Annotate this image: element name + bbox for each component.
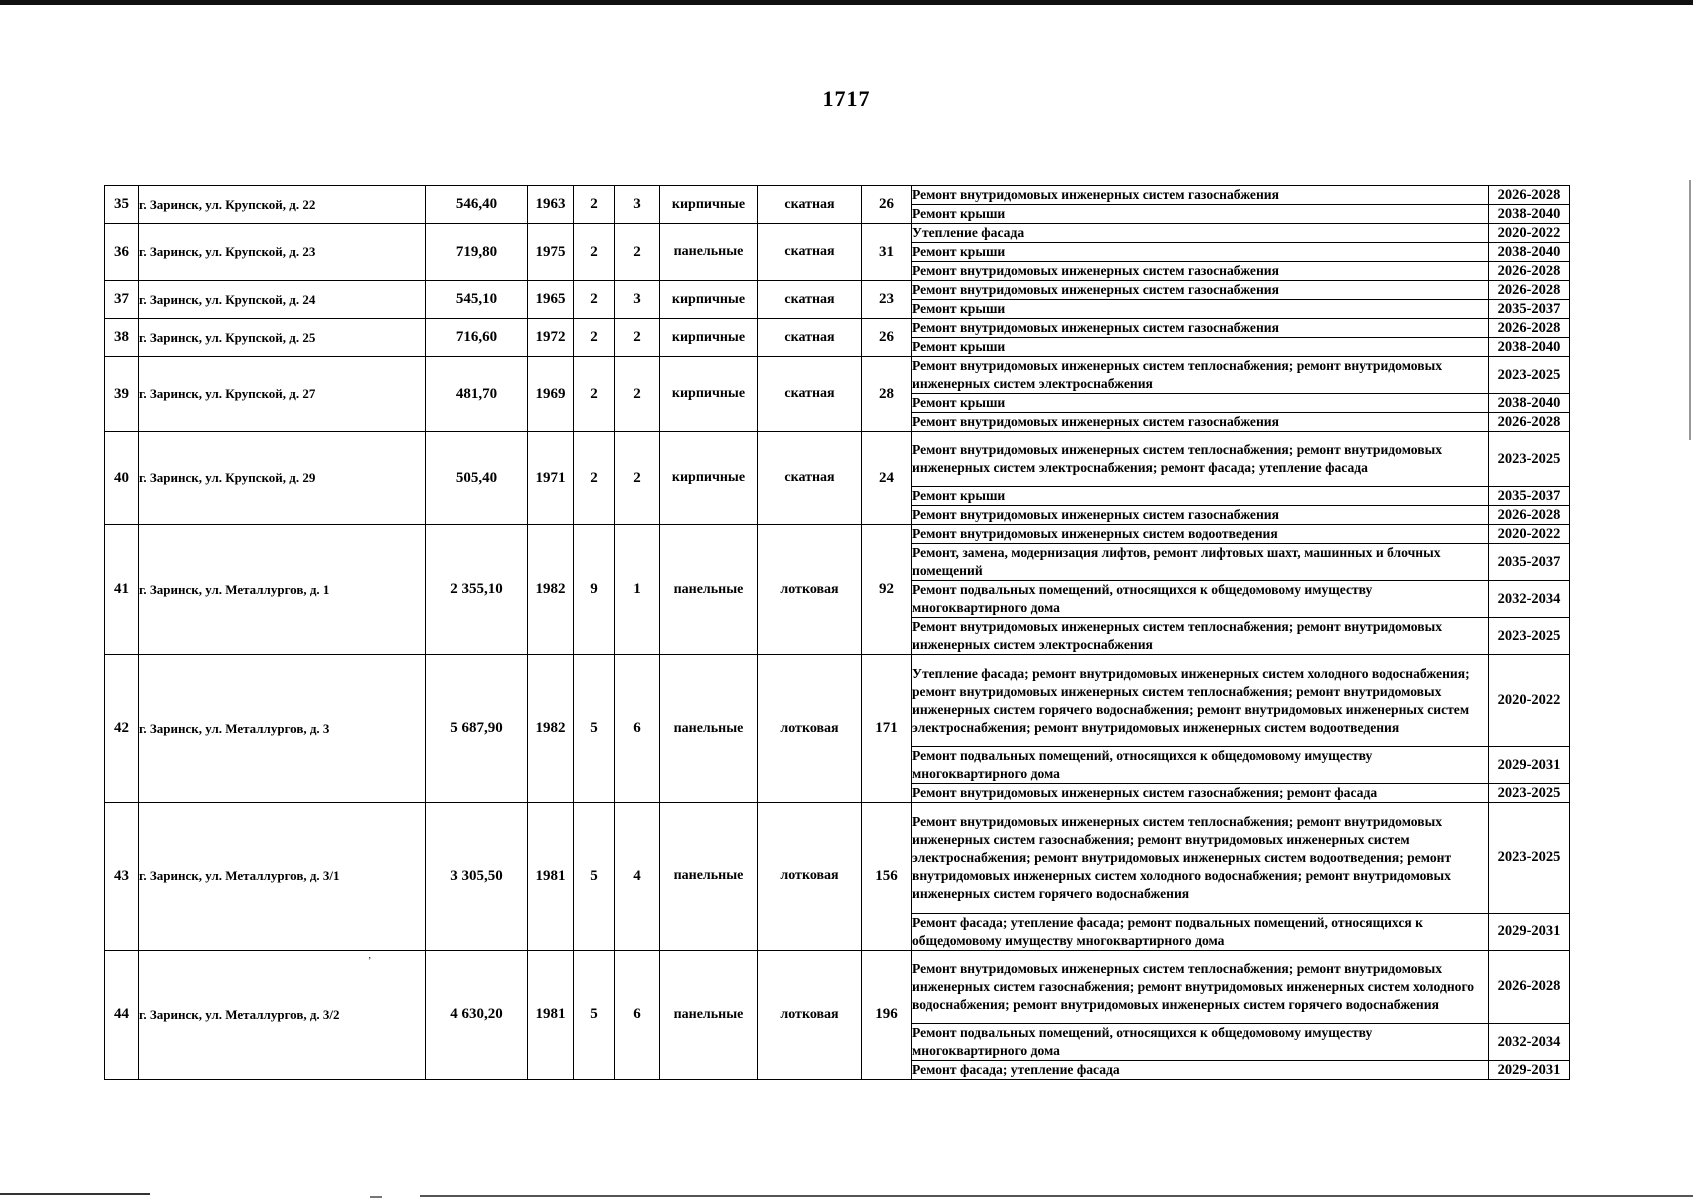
house-address: г. Заринск, ул. Крупской, д. 25 <box>139 319 426 357</box>
table-row <box>105 224 1570 243</box>
work-period: 2026-2028 <box>1489 413 1570 432</box>
entrance-count: 1 <box>615 525 660 655</box>
build-year: 1981 <box>528 950 574 1080</box>
work-description: Ремонт крыши <box>912 300 1489 319</box>
entrance-count: 2 <box>615 319 660 357</box>
total-area: 2 355,10 <box>426 525 528 655</box>
work-description: Ремонт подвальных помещений, относящихся к общедомовому имуществу многоквартирного дома <box>912 1024 1489 1061</box>
wall-material: кирпичные <box>660 186 758 224</box>
work-period: 2026-2028 <box>1489 950 1570 1024</box>
roof-type: скатная <box>758 281 862 319</box>
build-year: 1972 <box>528 319 574 357</box>
table-row <box>105 281 1570 300</box>
row-number: 39 <box>105 357 139 432</box>
floor-count: 2 <box>574 319 615 357</box>
house-address: г. Заринск, ул. Крупской, д. 24 <box>139 281 426 319</box>
work-period: 2035-2037 <box>1489 300 1570 319</box>
work-period: 2020-2022 <box>1489 655 1570 747</box>
work-period: 2026-2028 <box>1489 262 1570 281</box>
house-address: г. Заринск, ул. Крупской, д. 27 <box>139 357 426 432</box>
work-description: Ремонт внутридомовых инженерных систем газоснабжения <box>912 186 1489 205</box>
bottom-border-dash <box>370 1196 382 1198</box>
work-description: Ремонт внутридомовых инженерных систем теплоснабжения; ремонт внутридомовых инженерных систем электроснабжения <box>912 618 1489 655</box>
build-year: 1971 <box>528 432 574 525</box>
row-number: 42 <box>105 655 139 803</box>
total-area: 716,60 <box>426 319 528 357</box>
table-row <box>105 803 1570 913</box>
work-period: 2029-2031 <box>1489 747 1570 784</box>
work-description: Ремонт внутридомовых инженерных систем теплоснабжения; ремонт внутридомовых инженерных систем газоснабжения; ремонт внутридомовых инженерных систем электроснабжения; ремонт внутридомовых инженерных систем водоотведения; ремонт внутридомовых инженерных систем холодного водоснабжения; ремонт внутридомовых инженерных систем горячего водоснабжения <box>912 803 1489 913</box>
house-address: г. Заринск, ул. Металлургов, д. 3 <box>139 655 426 803</box>
total-area: 481,70 <box>426 357 528 432</box>
total-area: 719,80 <box>426 224 528 281</box>
work-period: 2032-2034 <box>1489 581 1570 618</box>
entrance-count: 4 <box>615 803 660 950</box>
work-description: Ремонт внутридомовых инженерных систем газоснабжения <box>912 506 1489 525</box>
apartment-count: 23 <box>862 281 912 319</box>
row-number: 35 <box>105 186 139 224</box>
work-period: 2023-2025 <box>1489 357 1570 394</box>
work-period: 2023-2025 <box>1489 803 1570 913</box>
wall-material: панельные <box>660 224 758 281</box>
work-period: 2026-2028 <box>1489 186 1570 205</box>
work-period: 2026-2028 <box>1489 281 1570 300</box>
apartment-count: 26 <box>862 186 912 224</box>
work-description: Ремонт подвальных помещений, относящихся к общедомовому имуществу многоквартирного дома <box>912 581 1489 618</box>
wall-material: панельные <box>660 803 758 950</box>
work-description: Ремонт крыши <box>912 338 1489 357</box>
total-area: 5 687,90 <box>426 655 528 803</box>
work-description: Ремонт внутридомовых инженерных систем газоснабжения; ремонт фасада <box>912 784 1489 803</box>
work-description: Утепление фасада <box>912 224 1489 243</box>
apartment-count: 156 <box>862 803 912 950</box>
work-period: 2026-2028 <box>1489 319 1570 338</box>
work-description: Ремонт, замена, модернизация лифтов, ремонт лифтовых шахт, машинных и блочных помещений <box>912 544 1489 581</box>
roof-type: скатная <box>758 224 862 281</box>
house-address: г. Заринск, ул. Крупской, д. 29 <box>139 432 426 525</box>
apartment-count: 28 <box>862 357 912 432</box>
build-year: 1969 <box>528 357 574 432</box>
row-number: 40 <box>105 432 139 525</box>
entrance-count: 2 <box>615 224 660 281</box>
apartment-count: 24 <box>862 432 912 525</box>
floor-count: 5 <box>574 950 615 1080</box>
wall-material: кирпичные <box>660 319 758 357</box>
row-number: 38 <box>105 319 139 357</box>
table-row <box>105 950 1570 1024</box>
work-description: Ремонт фасада; утепление фасада; ремонт подвальных помещений, относящихся к общедомовому имуществу многоквартирного дома <box>912 913 1489 950</box>
work-description: Ремонт внутридомовых инженерных систем газоснабжения <box>912 413 1489 432</box>
wall-material: панельные <box>660 525 758 655</box>
wall-material: панельные <box>660 655 758 803</box>
roof-type: скатная <box>758 357 862 432</box>
capital-repair-table <box>104 185 1570 1080</box>
work-period: 2023-2025 <box>1489 784 1570 803</box>
roof-type: лотковая <box>758 950 862 1080</box>
total-area: 546,40 <box>426 186 528 224</box>
work-description: Ремонт крыши <box>912 243 1489 262</box>
total-area: 4 630,20 <box>426 950 528 1080</box>
total-area: 505,40 <box>426 432 528 525</box>
scan-edge-mark <box>1689 180 1691 440</box>
floor-count: 2 <box>574 224 615 281</box>
house-address: г. Заринск, ул. Крупской, д. 22 <box>139 186 426 224</box>
roof-type: скатная <box>758 319 862 357</box>
work-description: Утепление фасада; ремонт внутридомовых инженерных систем холодного водоснабжения; ремонт внутридомовых инженерных систем теплоснабжения; ремонт внутридомовых инженерных систем горячего водоснабжения; ремонт внутридомовых инженерных систем электроснабжения; ремонт внутридомовых инженерных систем водоотведения <box>912 655 1489 747</box>
roof-type: скатная <box>758 186 862 224</box>
work-description: Ремонт внутридомовых инженерных систем газоснабжения <box>912 262 1489 281</box>
build-year: 1963 <box>528 186 574 224</box>
floor-count: 2 <box>574 357 615 432</box>
work-description: Ремонт внутридомовых инженерных систем теплоснабжения; ремонт внутридомовых инженерных систем электроснабжения; ремонт фасада; утепление фасада <box>912 432 1489 487</box>
table-row <box>105 319 1570 338</box>
work-description: Ремонт крыши <box>912 205 1489 224</box>
build-year: 1981 <box>528 803 574 950</box>
wall-material: кирпичные <box>660 357 758 432</box>
work-period: 2020-2022 <box>1489 224 1570 243</box>
build-year: 1982 <box>528 525 574 655</box>
work-period: 2032-2034 <box>1489 1024 1570 1061</box>
floor-count: 2 <box>574 186 615 224</box>
build-year: 1982 <box>528 655 574 803</box>
table-row <box>105 655 1570 747</box>
table-body <box>105 186 1570 1080</box>
floor-count: 2 <box>574 281 615 319</box>
roof-type: лотковая <box>758 803 862 950</box>
work-period: 2038-2040 <box>1489 338 1570 357</box>
wall-material: кирпичные <box>660 432 758 525</box>
entrance-count: 6 <box>615 655 660 803</box>
wall-material: панельные <box>660 950 758 1080</box>
work-description: Ремонт внутридомовых инженерных систем газоснабжения <box>912 319 1489 338</box>
roof-type: лотковая <box>758 525 862 655</box>
floor-count: 9 <box>574 525 615 655</box>
work-period: 2023-2025 <box>1489 618 1570 655</box>
row-number: 44 <box>105 950 139 1080</box>
total-area: 3 305,50 <box>426 803 528 950</box>
work-description: Ремонт внутридомовых инженерных систем теплоснабжения; ремонт внутридомовых инженерных систем электроснабжения <box>912 357 1489 394</box>
work-period: 2035-2037 <box>1489 487 1570 506</box>
page-number: 1717 <box>822 86 871 111</box>
top-border-line <box>0 0 1693 5</box>
work-description: Ремонт подвальных помещений, относящихся к общедомовому имуществу многоквартирного дома <box>912 747 1489 784</box>
scan-speck: ʼ <box>368 956 372 967</box>
work-description: Ремонт фасада; утепление фасада <box>912 1061 1489 1080</box>
roof-type: лотковая <box>758 655 862 803</box>
row-number: 36 <box>105 224 139 281</box>
row-number: 41 <box>105 525 139 655</box>
entrance-count: 2 <box>615 357 660 432</box>
house-address: г. Заринск, ул. Крупской, д. 23 <box>139 224 426 281</box>
apartment-count: 171 <box>862 655 912 803</box>
table-row <box>105 432 1570 487</box>
apartment-count: 31 <box>862 224 912 281</box>
apartment-count: 26 <box>862 319 912 357</box>
entrance-count: 3 <box>615 186 660 224</box>
work-period: 2020-2022 <box>1489 525 1570 544</box>
apartment-count: 92 <box>862 525 912 655</box>
house-address: г. Заринск, ул. Металлургов, д. 1 <box>139 525 426 655</box>
roof-type: скатная <box>758 432 862 525</box>
work-description: Ремонт крыши <box>912 487 1489 506</box>
floor-count: 5 <box>574 655 615 803</box>
work-period: 2038-2040 <box>1489 205 1570 224</box>
row-number: 37 <box>105 281 139 319</box>
apartment-count: 196 <box>862 950 912 1080</box>
work-description: Ремонт крыши <box>912 394 1489 413</box>
bottom-border-line-left <box>0 1193 150 1195</box>
table-row <box>105 357 1570 394</box>
house-address: г. Заринск, ул. Металлургов, д. 3/2 <box>139 950 426 1080</box>
total-area: 545,10 <box>426 281 528 319</box>
wall-material: кирпичные <box>660 281 758 319</box>
work-description: Ремонт внутридомовых инженерных систем водоотведения <box>912 525 1489 544</box>
house-address: г. Заринск, ул. Металлургов, д. 3/1 <box>139 803 426 950</box>
build-year: 1975 <box>528 224 574 281</box>
table-row <box>105 186 1570 205</box>
work-period: 2035-2037 <box>1489 544 1570 581</box>
work-period: 2026-2028 <box>1489 506 1570 525</box>
work-period: 2038-2040 <box>1489 243 1570 262</box>
work-period: 2038-2040 <box>1489 394 1570 413</box>
work-period: 2029-2031 <box>1489 913 1570 950</box>
entrance-count: 2 <box>615 432 660 525</box>
work-description: Ремонт внутридомовых инженерных систем газоснабжения <box>912 281 1489 300</box>
entrance-count: 3 <box>615 281 660 319</box>
floor-count: 5 <box>574 803 615 950</box>
table-row <box>105 525 1570 544</box>
work-period: 2023-2025 <box>1489 432 1570 487</box>
build-year: 1965 <box>528 281 574 319</box>
bottom-border-line-right <box>420 1195 1693 1197</box>
work-description: Ремонт внутридомовых инженерных систем теплоснабжения; ремонт внутридомовых инженерных систем газоснабжения; ремонт внутридомовых инженерных систем холодного водоснабжения; ремонт внутридомовых инженерных систем горячего водоснабжения <box>912 950 1489 1024</box>
floor-count: 2 <box>574 432 615 525</box>
row-number: 43 <box>105 803 139 950</box>
work-period: 2029-2031 <box>1489 1061 1570 1080</box>
entrance-count: 6 <box>615 950 660 1080</box>
